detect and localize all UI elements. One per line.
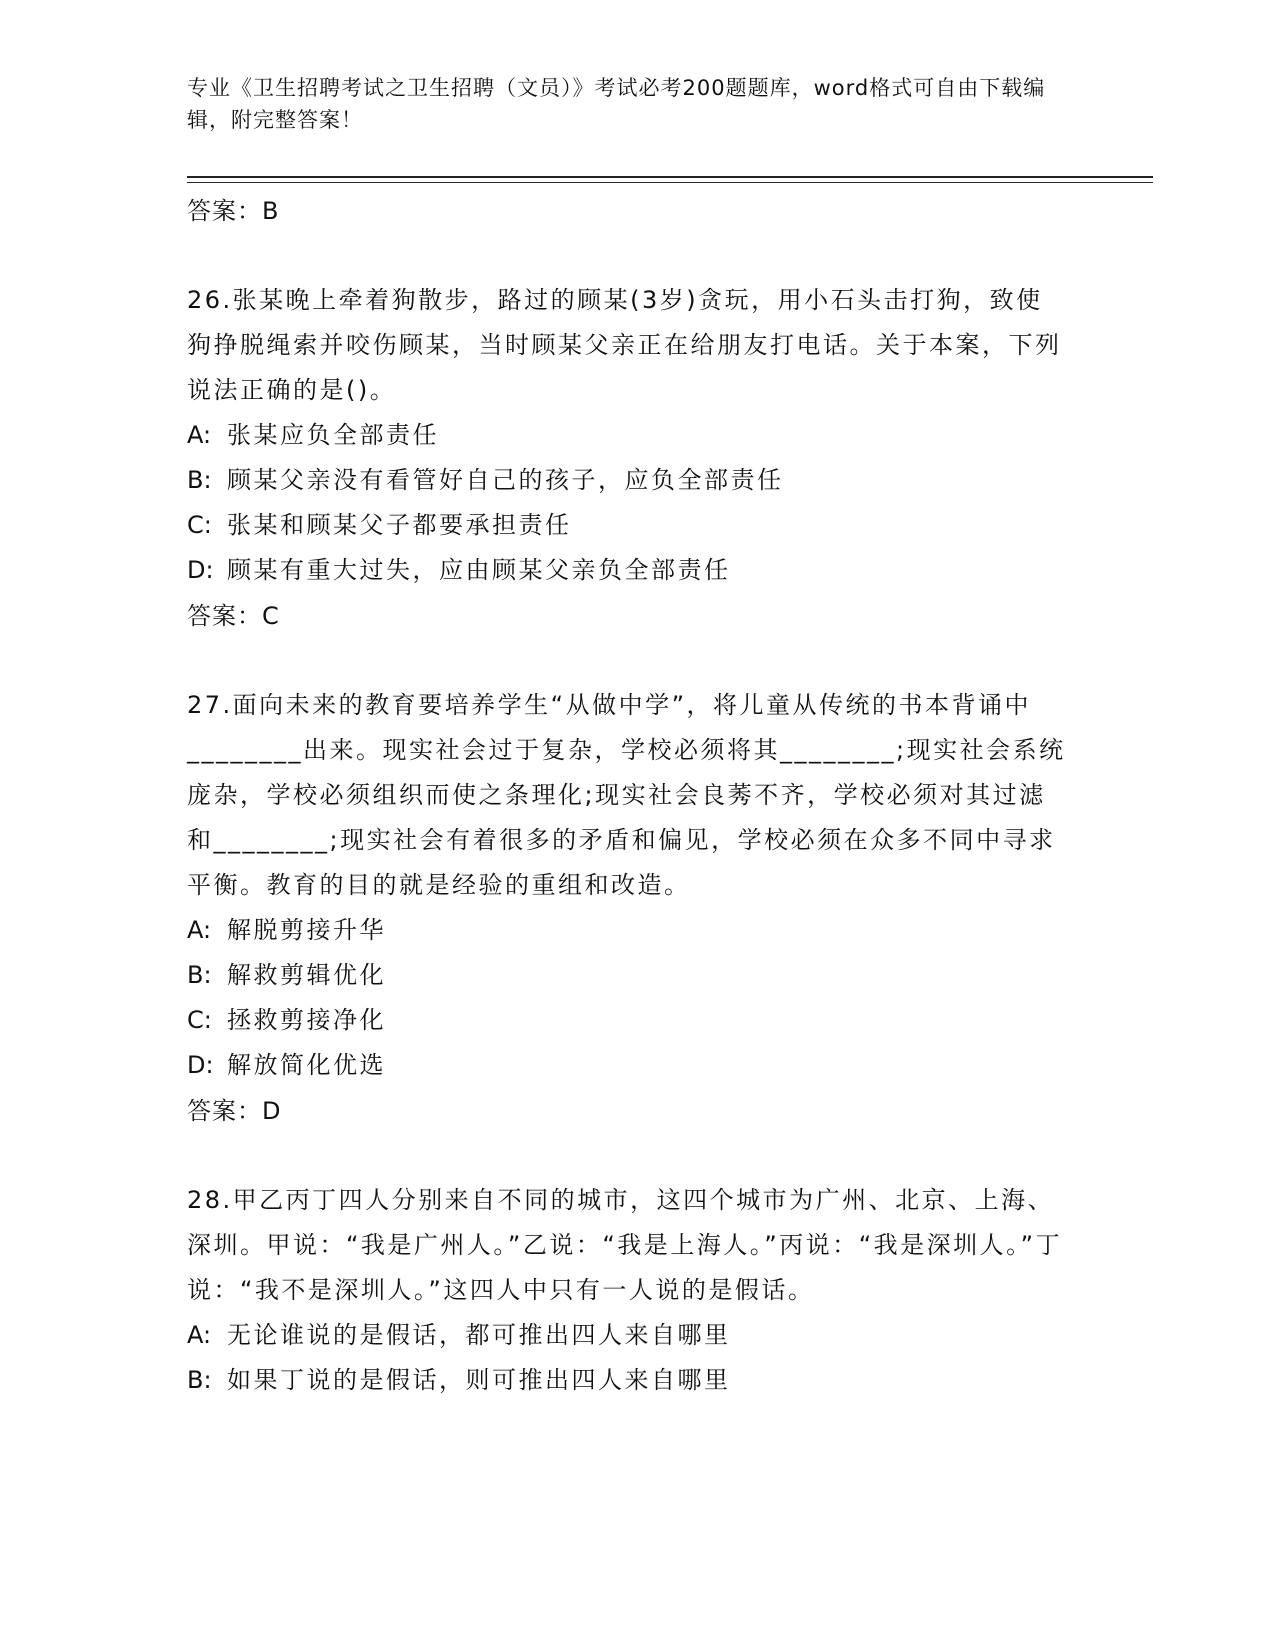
option-letter: A: <box>187 1321 212 1349</box>
answer-label-25: 答案：B <box>187 197 280 225</box>
option-text: 顾某有重大过失，应由顾某父亲负全部责任 <box>227 556 731 584</box>
header-divider-thick <box>187 176 1153 178</box>
answer-label-27: 答案：D <box>187 1097 282 1125</box>
option-text: 张某和顾某父子都要承担责任 <box>227 511 572 539</box>
option-a <box>187 908 1087 953</box>
option-a <box>187 413 1087 458</box>
option-text: 解脱剪接升华 <box>227 916 386 944</box>
option-letter: D: <box>187 556 214 584</box>
question-28 <box>187 1178 1087 1403</box>
option-letter: C: <box>187 1006 212 1034</box>
option-letter: B: <box>187 1366 212 1394</box>
option-text: 无论谁说的是假话，都可推出四人来自哪里 <box>227 1321 731 1349</box>
spacer <box>187 1134 1087 1178</box>
option-letter: B: <box>187 466 212 494</box>
question-stem: 26.张某晚上牵着狗散步，路过的顾某(3岁)贪玩，用小石头击打狗，致使狗挣脱绳索并咬伤顾某，当时顾某父亲正在给朋友打电话。关于本案，下列说法正确的是()。 <box>187 286 1062 404</box>
option-letter: C: <box>187 511 212 539</box>
question-stem: 28.甲乙丙丁四人分别来自不同的城市，这四个城市为广州、北京、上海、深圳。甲说：“我是广州人。”乙说：“我是上海人。”丙说：“我是深圳人。”丁说：“我不是深圳人。”这四人中只有一人说的是假话。 <box>187 1186 1063 1304</box>
option-text: 如果丁说的是假话，则可推出四人来自哪里 <box>227 1366 731 1394</box>
option-d <box>187 1043 1087 1088</box>
page-header: 专业《卫生招聘考试之卫生招聘（文员）》考试必考200题题库，word格式可自由下载编辑，附完整答案！ <box>187 76 1046 132</box>
option-b <box>187 953 1087 998</box>
option-b <box>187 1358 1087 1403</box>
option-d <box>187 548 1087 593</box>
question-content <box>187 188 1087 1403</box>
option-letter: A: <box>187 421 212 449</box>
option-text: 解放简化优选 <box>227 1051 386 1079</box>
option-letter: A: <box>187 916 212 944</box>
option-a <box>187 1313 1087 1358</box>
option-text: 拯救剪接净化 <box>227 1006 386 1034</box>
header-divider-thin <box>187 182 1153 183</box>
option-letter: D: <box>187 1051 214 1079</box>
option-text: 解救剪辑优化 <box>227 961 386 989</box>
spacer <box>187 639 1087 683</box>
question-stem: 27.面向未来的教育要培养学生“从做中学”，将儿童从传统的书本背诵中________出来。现实社会过于复杂，学校必须将其________;现实社会系统庞杂，学校必须组织而使之条理化;现实社会良莠不齐，学校必须对其过滤和________;现实社会有着很多的矛盾和偏见，学校必须在众多不同中寻求平衡。教育的目的就是经验的重组和改造。 <box>187 691 1066 899</box>
option-letter: B: <box>187 961 212 989</box>
option-b <box>187 458 1087 503</box>
question-27 <box>187 683 1087 1134</box>
option-text: 张某应负全部责任 <box>227 421 439 449</box>
option-c <box>187 503 1087 548</box>
option-text: 顾某父亲没有看管好自己的孩子，应负全部责任 <box>227 466 784 494</box>
spacer <box>187 234 1087 278</box>
question-26 <box>187 278 1087 639</box>
option-c <box>187 998 1087 1043</box>
answer-label-26: 答案：C <box>187 602 280 630</box>
